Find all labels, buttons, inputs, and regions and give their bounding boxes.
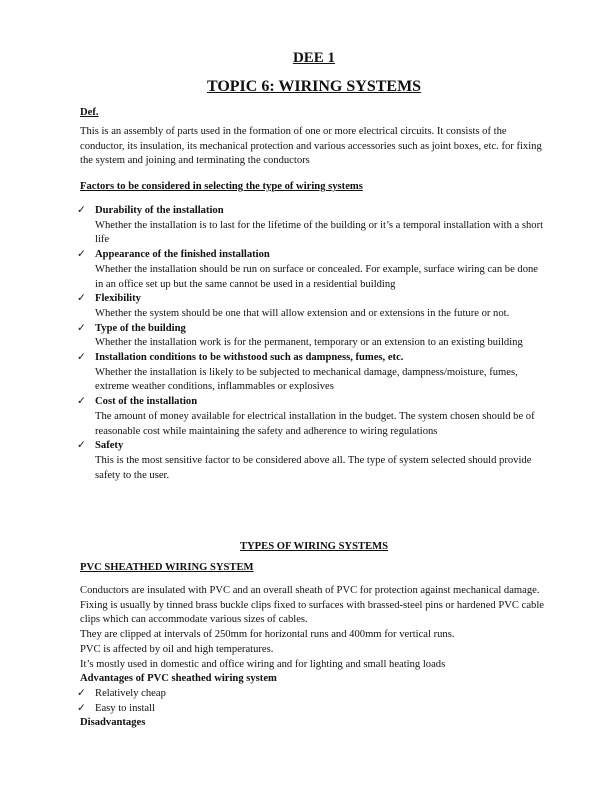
- advantage-text: Easy to install: [95, 702, 156, 714]
- pvc-line: PVC is affected by oil and high temperatures.: [80, 643, 274, 655]
- factor-title: Appearance of the finished installation: [95, 249, 270, 261]
- advantage-item: [77, 687, 548, 702]
- advantage-item: [77, 702, 548, 717]
- factor-text: Whether the installation should be run on surface or concealed. For example, surface wiring can be done in an office set up but the same cannot be used in a residential building: [95, 263, 539, 290]
- pvc-section: [77, 584, 548, 731]
- factor-text: Whether the installation is likely to be subjected to mechanical damage, dampness/moisture, fumes, extreme weather conditions, inflammables or explosives: [95, 366, 518, 393]
- checkmark-icon: ✓: [77, 293, 86, 305]
- checkmark-icon: ✓: [77, 440, 86, 452]
- factor-title: Durability of the installation: [95, 205, 224, 216]
- factor-text: This is the most sensitive factor to be considered above all. The type of system selected should provide safety to the user.: [95, 454, 532, 481]
- factor-title: Cost of the installation: [95, 396, 198, 408]
- factors-heading: Factors to be considered in selecting the type of wiring systems: [80, 181, 363, 192]
- pvc-line: It’s mostly used in domestic and office wiring and for lighting and small heating loads: [80, 658, 446, 670]
- factor-item: [77, 248, 548, 292]
- factor-item: [77, 395, 548, 439]
- factor-text: Whether the installation work is for the permanent, temporary or an extension to an existing building: [95, 337, 523, 349]
- checkmark-icon: ✓: [77, 702, 86, 714]
- advantages-heading: Advantages of PVC sheathed wiring system: [80, 673, 277, 685]
- factor-title: Safety: [95, 440, 124, 452]
- checkmark-icon: ✓: [77, 322, 86, 334]
- pvc-line: Fixing is usually by tinned brass buckle clips fixed to surfaces with brassed-steel pins or hardened PVC cable clips which can accommodate various sizes of cables.: [80, 599, 544, 626]
- pvc-line: Conductors are insulated with PVC and an overall sheath of PVC for protection against mechanical damage.: [80, 585, 540, 596]
- advantage-text: Relatively cheap: [95, 687, 166, 699]
- disadvantages-heading: Disadvantages: [80, 717, 146, 729]
- pvc-heading: PVC SHEATHED WIRING SYSTEM: [80, 562, 254, 573]
- advantages-list: [77, 687, 548, 716]
- factors-list: [77, 204, 548, 483]
- checkmark-icon: ✓: [77, 205, 86, 216]
- checkmark-icon: ✓: [77, 396, 86, 408]
- factor-item: [77, 204, 548, 248]
- checkmark-icon: ✓: [77, 352, 86, 364]
- factor-item: [77, 322, 548, 351]
- factor-item: [77, 351, 548, 395]
- definition-label: Def.: [80, 107, 99, 118]
- pvc-line: They are clipped at intervals of 250mm for horizontal runs and 400mm for vertical runs.: [80, 629, 455, 641]
- factor-text: Whether the installation is to last for the lifetime of the building or it’s a temporal installation with a short life: [95, 219, 544, 246]
- factor-text: The amount of money available for electrical installation in the budget. The system chosen should be of reasonable cost while maintaining the safety and adherence to wiring regulations: [95, 410, 535, 437]
- topic-title: TOPIC 6: WIRING SYSTEMS: [206, 78, 422, 95]
- definition-text: This is an assembly of parts used in the formation of one or more electrical circuits. It consists of the conductor, its insulation, its mechanical protection and various accessories such as joint boxes, etc. for fixing the system and joining and terminating the conductors: [80, 126, 542, 167]
- factor-title: Flexibility: [95, 293, 141, 305]
- checkmark-icon: ✓: [77, 687, 86, 699]
- factor-item: [77, 292, 548, 321]
- types-heading: TYPES OF WIRING SYSTEMS: [239, 541, 389, 552]
- checkmark-icon: ✓: [77, 249, 86, 261]
- factor-text: Whether the system should be one that will allow extension and or extensions in the future or not.: [95, 307, 510, 319]
- factor-title: Installation conditions to be withstood such as dampness, fumes, etc.: [95, 352, 404, 364]
- factor-title: Type of the building: [95, 322, 186, 334]
- factor-item: [77, 439, 548, 483]
- course-title: DEE 1: [292, 50, 336, 66]
